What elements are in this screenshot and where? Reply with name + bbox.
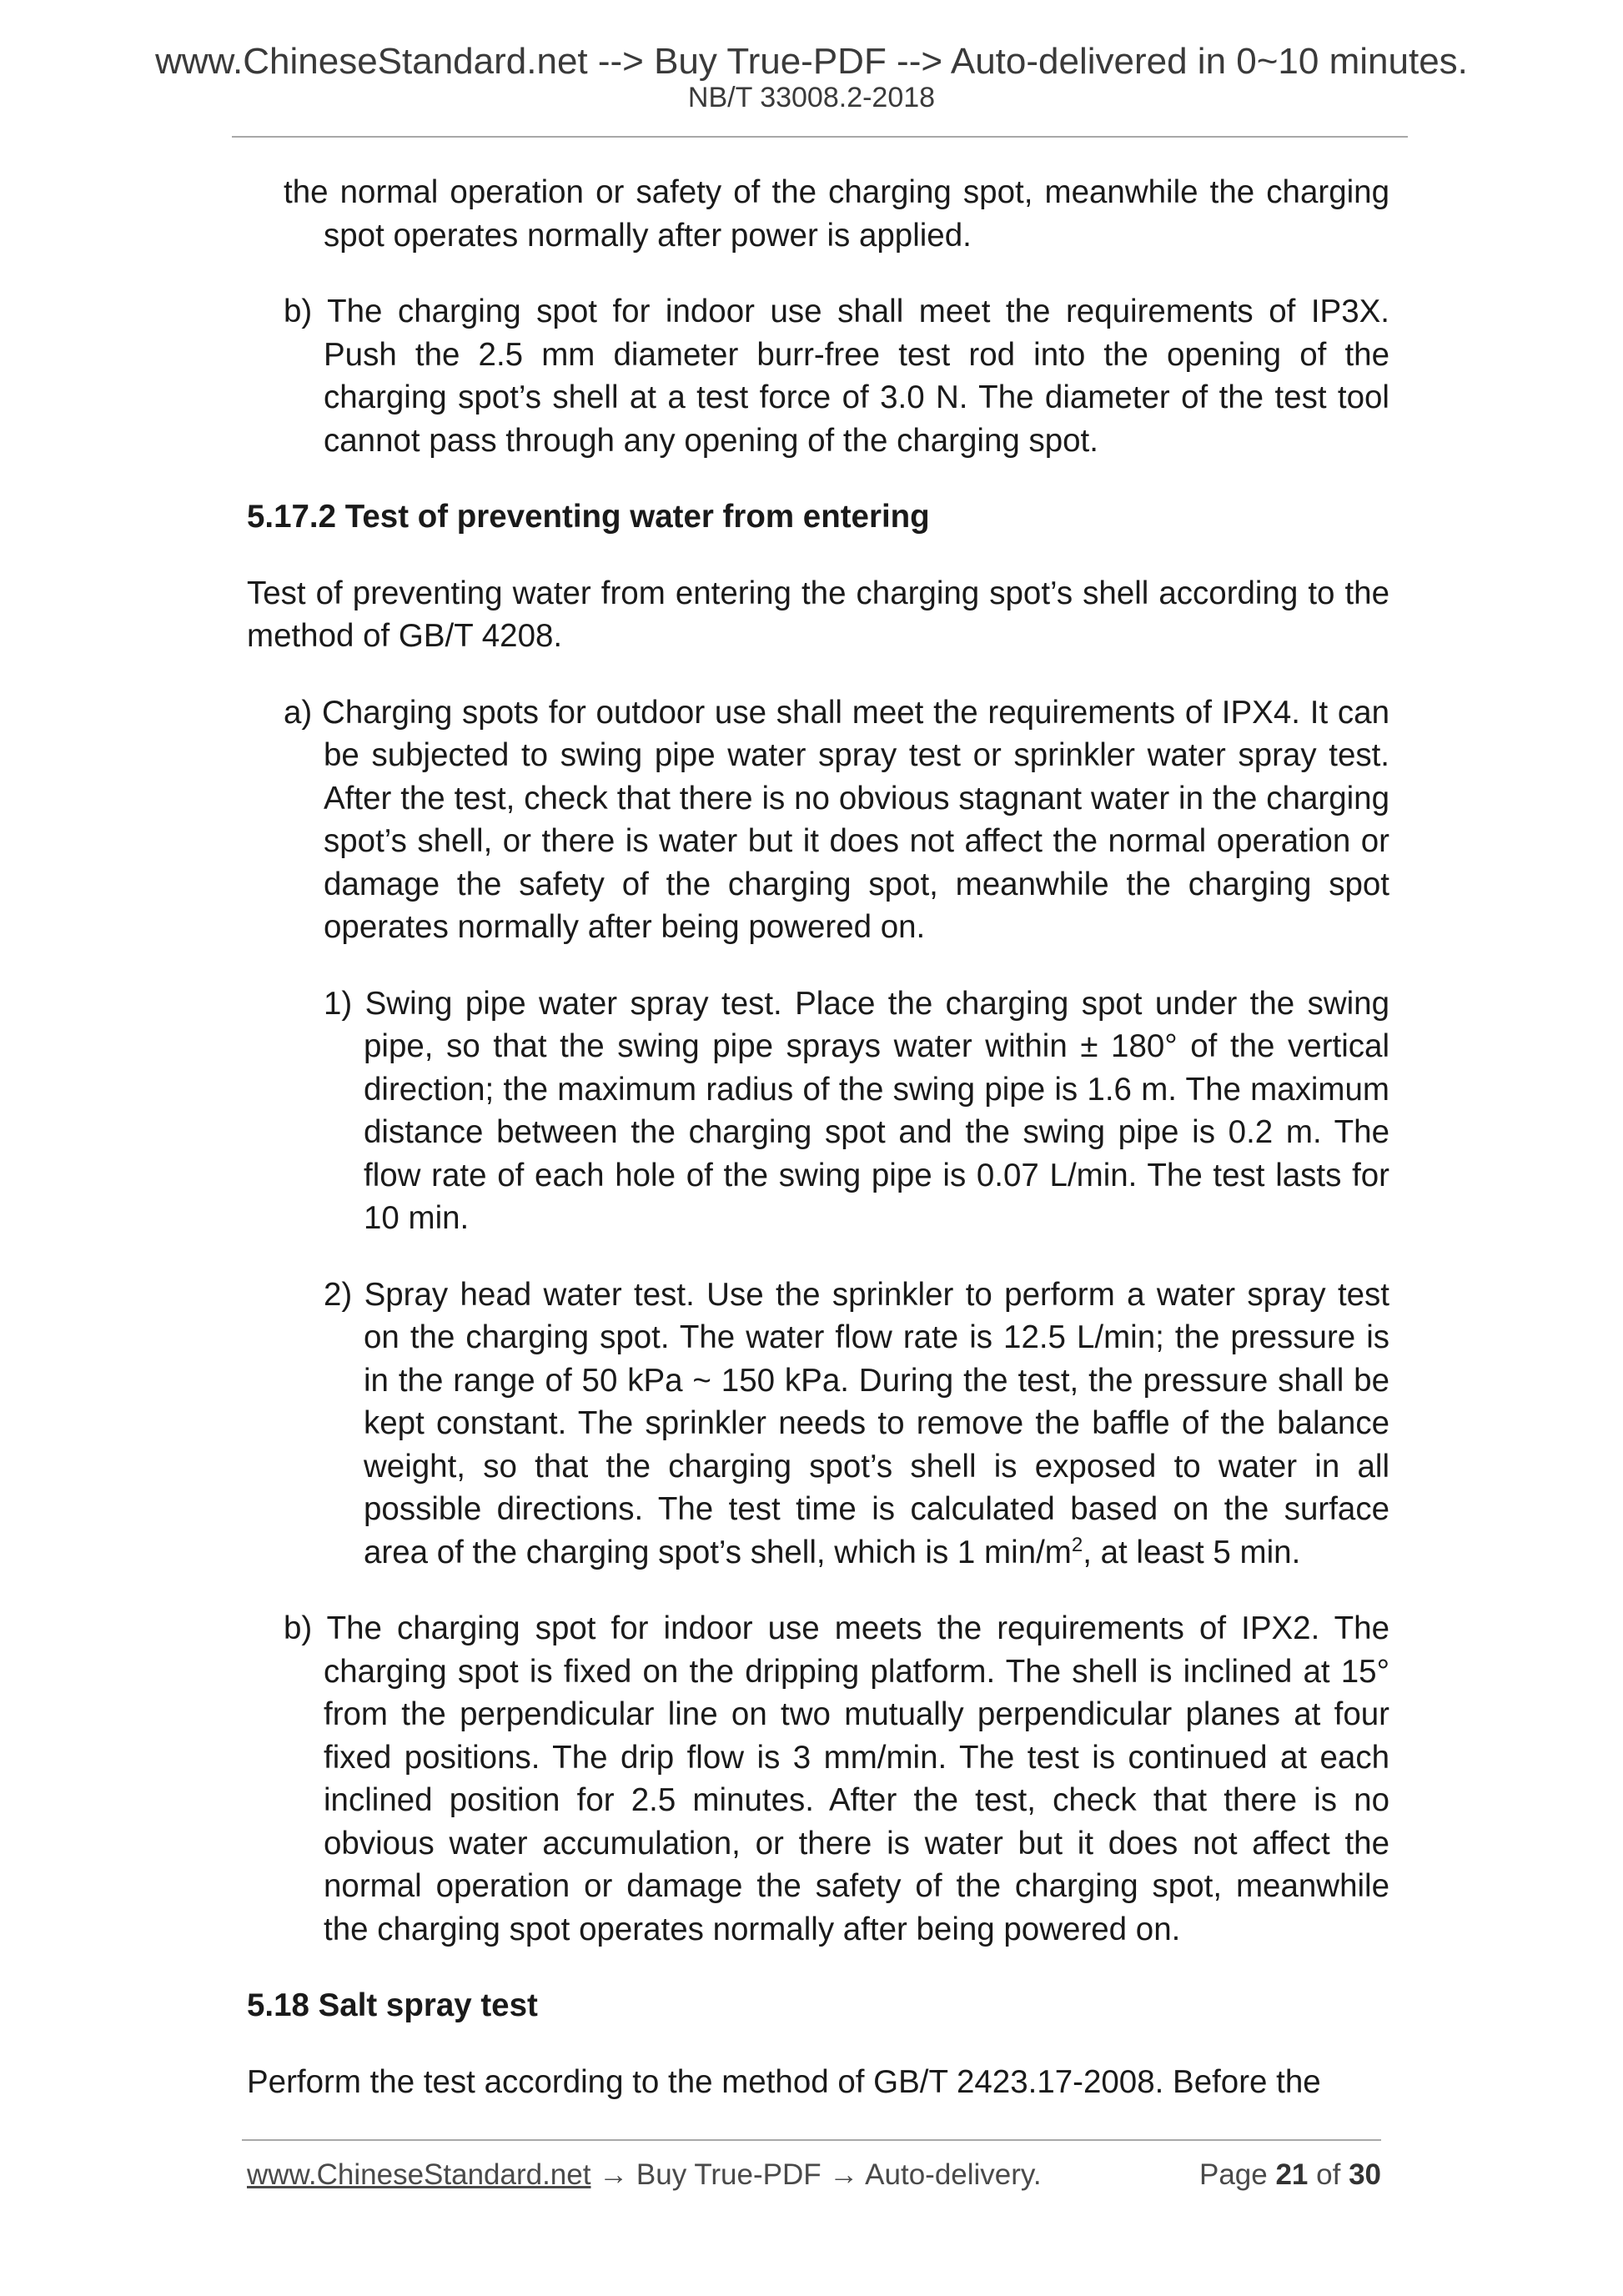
list-item-2-spray-head — [247, 1274, 1389, 1575]
header-divider — [232, 136, 1408, 138]
of-label: of — [1316, 2158, 1341, 2191]
paragraph-salt-spray: Perform the test according to the method of GB/T 2423.17-2008. Before the — [247, 2063, 1321, 2100]
list-item-a-ipx4: a) Charging spots for outdoor use shall meet the requirements of IPX4. It can be subjected to swing pipe water spray test or sprinkler water spray test. After the test, check that there is no obvious stagnant water in the charging spot’s shell, or there is water but it does not affect the normal operation or damage the safety of the charging spot, meanwhile the charging spot operates normally after being powered on. — [284, 694, 1389, 945]
superscript: 2 — [1071, 1533, 1083, 1556]
paragraph-intro: Test of preventing water from entering the charging spot’s shell according to the method of GB/T 4208. — [247, 575, 1389, 654]
list-item-b-ipx2: b) The charging spot for indoor use meets the requirements of IPX2. The charging spot is fixed on the dripping platform. The shell is inclined at 15° from the perpendicular line on two mutually perpendicular planes at four fixed positions. The drip flow is 3 mm/min. The test is continued at each inclined position for 2.5 minutes. After the test, check that there is no obvious water accumulation, or there is water but it does not affect the normal operation or damage the safety of the charging spot, meanwhile the charging spot operates normally after being powered on. — [284, 1610, 1389, 1947]
list-item-b-ip3x: b) The charging spot for indoor use shall meet the requirements of IP3X. Push the 2.5 mm diameter burr-free test rod into the opening of the charging spot’s shell at a test force of 3.0 N. The diameter of the test tool cannot pass through any opening of the charging spot. — [284, 294, 1389, 459]
footer-site-link[interactable]: www.ChineseStandard.net — [247, 2158, 591, 2191]
paragraph-continuation: the normal operation or safety of the charging spot, meanwhile the charging spot operates normally after power is applied. — [284, 174, 1389, 254]
page-content — [247, 171, 1389, 2137]
footer — [247, 2158, 1381, 2192]
header-banner: www.ChineseStandard.net --> Buy True-PDF --> Auto-delivered in 0~10 minutes. — [155, 41, 1468, 82]
page-total: 30 — [1349, 2158, 1381, 2191]
footer-divider — [242, 2139, 1381, 2141]
page-number: 21 — [1275, 2158, 1309, 2191]
spray-text-end: , at least 5 min. — [1083, 1534, 1301, 1570]
page-indicator — [1199, 2158, 1381, 2192]
section-heading-5-17-2: 5.17.2 Test of preventing water from entering — [247, 499, 930, 535]
list-item-1-swing-pipe: 1) Swing pipe water spray test. Place the charging spot under the swing pipe, so that the swing pipe sprays water within ± 180° of the vertical direction; the maximum radius of the swing pipe is 1.6 m. The maximum distance between the charging spot and the swing pipe is 0.2 m. The flow rate of each hole of the swing pipe is 0.07 L/min. The test lasts for 10 min. — [324, 985, 1389, 1236]
footer-text: → Buy True-PDF → Auto-delivery. — [590, 2158, 1042, 2191]
standard-number: NB/T 33008.2-2018 — [687, 82, 936, 113]
page-label: Page — [1198, 2158, 1268, 2191]
section-heading-5-18: 5.18 Salt spray test — [247, 1987, 538, 2023]
spray-text: 2) Spray head water test. Use the sprinkler to perform a water spray test on the charging spot. The water flow rate is 12.5 L/min; the pressure is in the range of 50 kPa ~ 150 kPa. During the test, the pressure shall be kept constant. The sprinkler needs to remove the baffle of the balance weight, so that the charging spot’s shell is exposed to water in all possible directions. The test time is calculated based on the surface area of the charging spot’s shell, which is 1 min/m — [324, 1276, 1389, 1570]
